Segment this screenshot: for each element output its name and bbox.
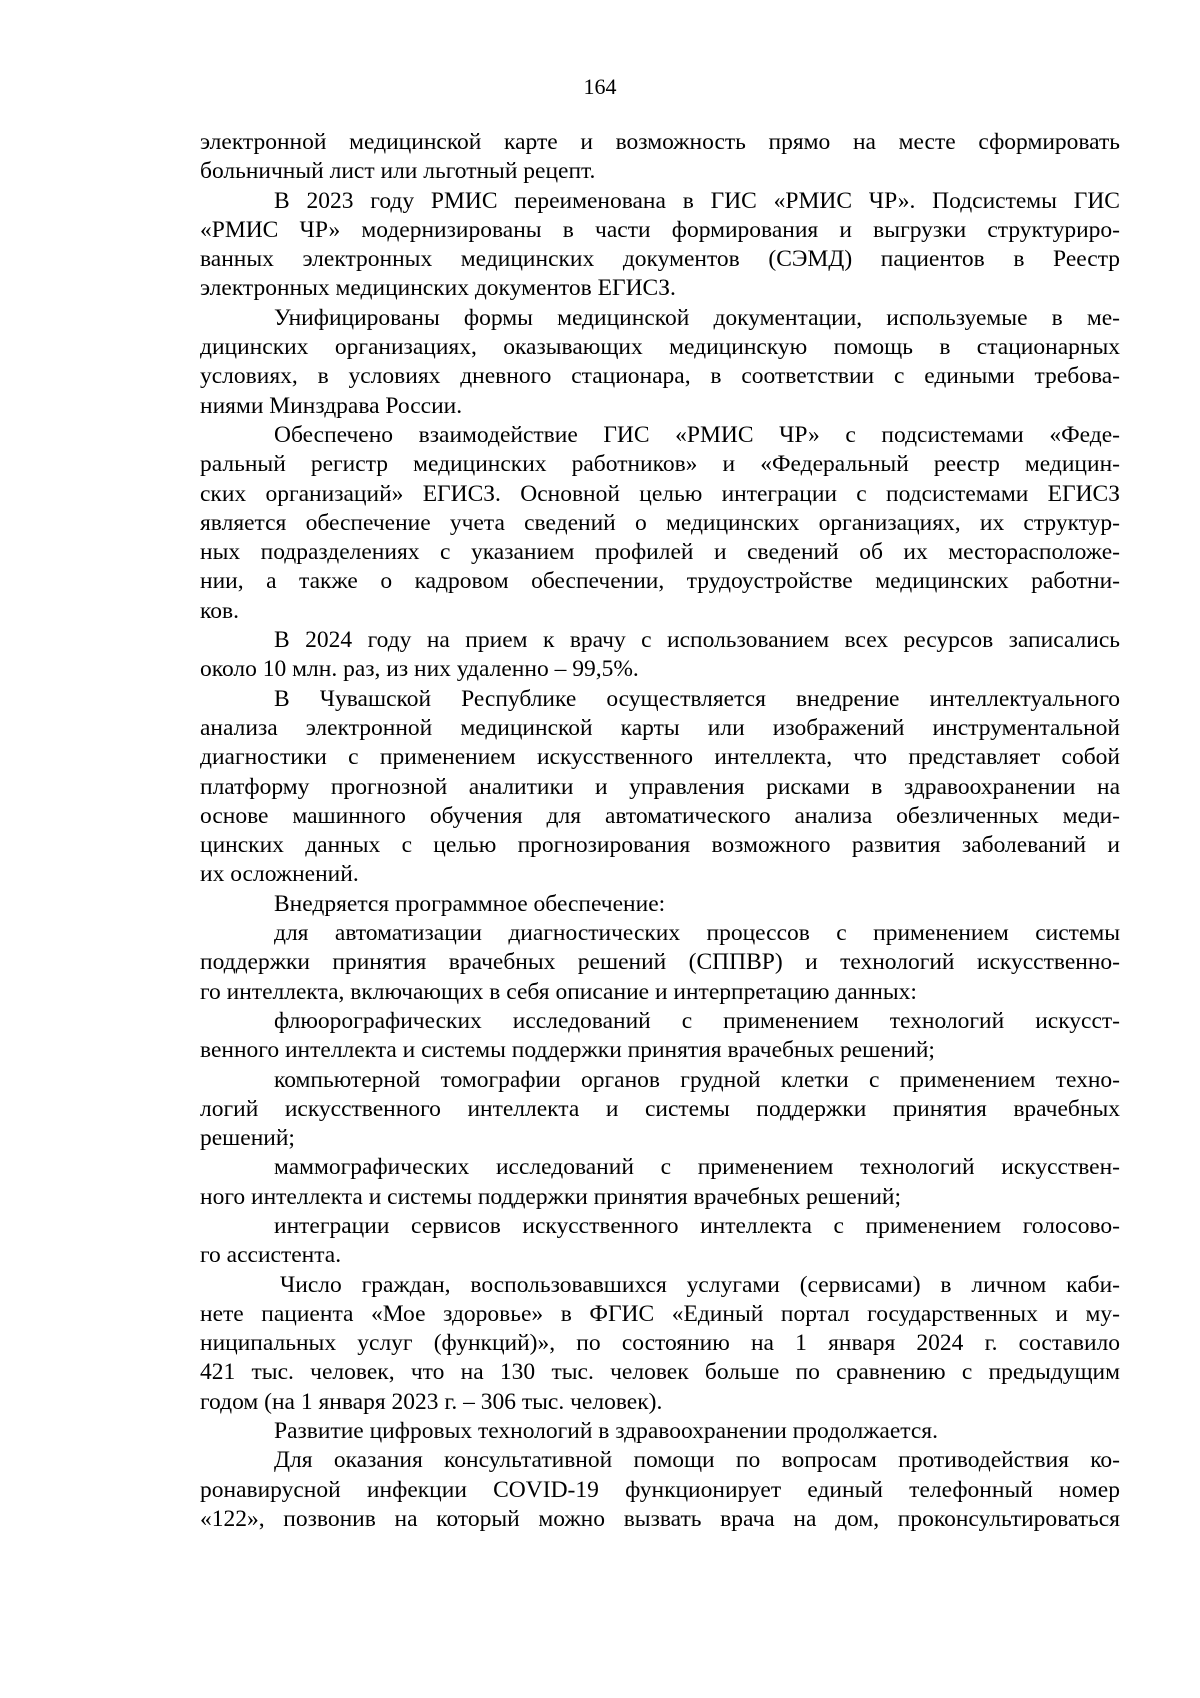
text-line: цинских данных с целью прогнозирования возможного развития заболеваний и bbox=[200, 832, 1120, 859]
text-line: основе машинного обучения для автоматического анализа обезличенных меди- bbox=[200, 802, 1120, 829]
text-line: Внедряется программное обеспечение: bbox=[274, 890, 666, 917]
text-line: годом (на 1 января 2023 г. – 306 тыс. человек). bbox=[200, 1388, 663, 1415]
text-line: го интеллекта, включающих в себя описание и интерпретацию данных: bbox=[200, 978, 917, 1005]
text-line: ральный регистр медицинских работников» и «Федеральный реестр медицин- bbox=[200, 451, 1120, 478]
text-line: решений; bbox=[200, 1125, 295, 1152]
text-line: маммографических исследований с применением технологий искусствен- bbox=[274, 1154, 1120, 1181]
text-line: В 2023 году РМИС переименована в ГИС «РМИС ЧР». Подсистемы ГИС bbox=[274, 187, 1120, 214]
body-text bbox=[200, 128, 1120, 1534]
text-line: ронавирусной инфекции COVID-19 функционирует единый телефонный номер bbox=[200, 1476, 1120, 1503]
text-line: В 2024 году на прием к врачу с использованием всех ресурсов записались bbox=[274, 627, 1120, 654]
text-line: анализа электронной медицинской карты или изображений инструментальной bbox=[200, 714, 1120, 741]
text-line: го ассистента. bbox=[200, 1242, 342, 1269]
text-line: электронных медицинских документов ЕГИСЗ. bbox=[200, 275, 676, 302]
text-line: ских организаций» ЕГИСЗ. Основной целью интеграции с подсистемами ЕГИСЗ bbox=[200, 480, 1120, 507]
text-line: является обеспечение учета сведений о медицинских организациях, их структур- bbox=[200, 509, 1120, 536]
text-line: больничный лист или льготный рецепт. bbox=[200, 158, 596, 185]
text-line: ков. bbox=[200, 597, 239, 624]
text-line: В Чувашской Республике осуществляется внедрение интеллектуального bbox=[274, 685, 1120, 712]
text-line: «122», позвонив на который можно вызвать врача на дом, проконсультироваться bbox=[200, 1505, 1120, 1532]
text-line: компьютерной томографии органов грудной клетки с применением техно- bbox=[274, 1066, 1120, 1093]
text-line: диагностики с применением искусственного интеллекта, что представляет собой bbox=[200, 744, 1120, 771]
text-line: интеграции сервисов искусственного интеллекта с применением голосово- bbox=[274, 1212, 1120, 1239]
text-line: электронной медицинской карте и возможность прямо на месте сформировать bbox=[200, 129, 1120, 155]
text-line: дицинских организациях, оказывающих медицинскую помощь в стационарных bbox=[200, 334, 1120, 361]
text-line: платформу прогнозной аналитики и управления рисками в здравоохранении на bbox=[200, 773, 1120, 800]
text-line: Унифицированы формы медицинской документации, используемые в ме- bbox=[274, 304, 1120, 331]
text-line: ных подразделениях с указанием профилей и сведений об их месторасположе- bbox=[200, 539, 1120, 566]
text-line: поддержки принятия врачебных решений (СППВР) и технологий искусственно- bbox=[200, 949, 1120, 976]
text-line: ниями Минздрава России. bbox=[200, 392, 463, 419]
text-line: Для оказания консультативной помощи по вопросам противодействия ко- bbox=[274, 1447, 1120, 1474]
page-number: 164 bbox=[583, 74, 617, 99]
text-line: ниципальных услуг (функций)», по состоянию на 1 января 2024 г. составило bbox=[200, 1330, 1120, 1357]
text-line: около 10 млн. раз, из них удаленно – 99,5%. bbox=[200, 656, 639, 683]
text-line: Обеспечено взаимодействие ГИС «РМИС ЧР» с подсистемами «Феде- bbox=[274, 421, 1120, 448]
text-line: ного интеллекта и системы поддержки принятия врачебных решений; bbox=[200, 1183, 901, 1210]
text-line: 421 тыс. человек, что на 130 тыс. человек больше по сравнению с предыдущим bbox=[200, 1359, 1120, 1386]
text-line: нете пациента «Мое здоровье» в ФГИС «Единый портал государственных и му- bbox=[200, 1300, 1120, 1327]
text-line: флюорографических исследований с применением технологий искусст- bbox=[274, 1007, 1120, 1034]
text-line: логий искусственного интеллекта и системы поддержки принятия врачебных bbox=[200, 1095, 1120, 1122]
text-line: нии, а также о кадровом обеспечении, трудоустройстве медицинских работни- bbox=[200, 568, 1120, 595]
text-line: Развитие цифровых технологий в здравоохранении продолжается. bbox=[274, 1418, 938, 1445]
text-line: ванных электронных медицинских документов (СЭМД) пациентов в Реестр bbox=[200, 246, 1120, 273]
text-line: их осложнений. bbox=[200, 861, 359, 888]
text-line: «РМИС ЧР» модернизированы в части формирования и выгрузки структуриро- bbox=[200, 216, 1120, 243]
text-line: для автоматизации диагностических процессов с применением системы bbox=[274, 920, 1120, 947]
text-line: Число граждан, воспользовавшихся услугами (сервисами) в личном каби- bbox=[280, 1271, 1120, 1298]
text-line: условиях, в условиях дневного стационара, в соответствии с едиными требова- bbox=[200, 363, 1120, 390]
text-line: венного интеллекта и системы поддержки принятия врачебных решений; bbox=[200, 1037, 935, 1064]
